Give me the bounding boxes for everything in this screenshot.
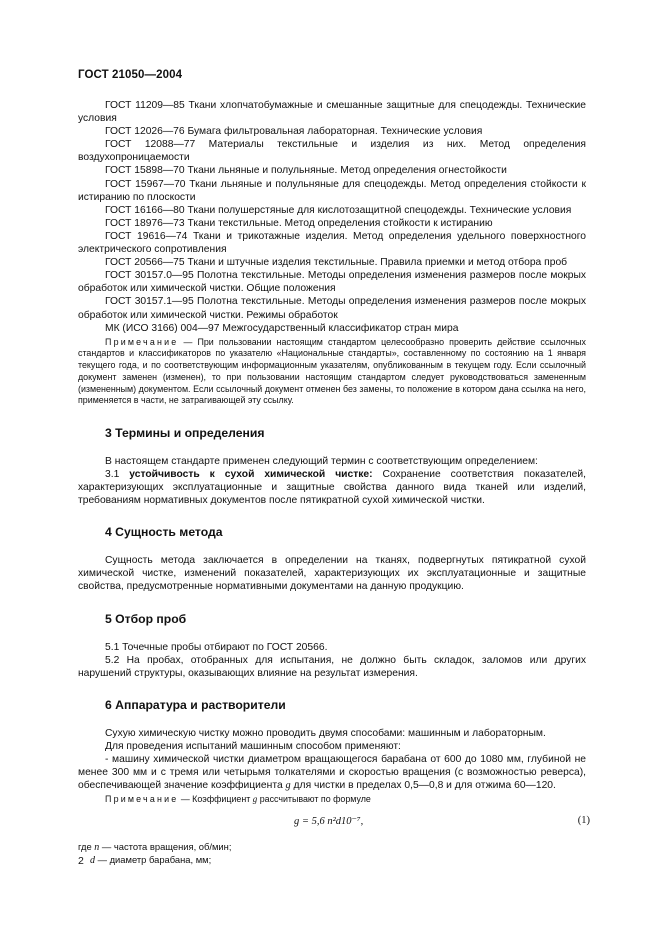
- section-6-title: 6 Аппаратура и растворители: [105, 697, 286, 712]
- term-definition: [78, 468, 586, 507]
- legend-prefix: где: [78, 841, 95, 853]
- legend-item-n: [78, 841, 586, 854]
- note-text-end: рассчитывают по формуле: [257, 794, 371, 805]
- note-label: Примечание: [105, 794, 179, 805]
- section-6-para-1: Сухую химическую чистку можно проводить двумя способами: машинным и лабораторным.: [105, 727, 546, 739]
- reference-item: ГОСТ 19616—74 Ткани и трикотажные изделия. Метод определения удельного поверхностного электрического сопротивления: [78, 230, 586, 256]
- legend-symbol: d: [90, 854, 95, 866]
- reference-item: ГОСТ 12026—76 Бумага фильтровальная лабораторная. Технические условия: [105, 126, 483, 138]
- formula-expression: g = 5,6 n²d10⁻⁷,: [294, 816, 364, 828]
- section-6-machine-item: [78, 753, 586, 792]
- legend-text: — частота вращения, об/мин;: [99, 841, 232, 853]
- reference-item: ГОСТ 11209—85 Ткани хлопчатобумажные и смешанные защитные для спецодежды. Технические условия: [78, 100, 586, 125]
- clause-5-2: 5.2 На пробах, отобранных для испытания, не должно быть складок, заломов или других нарушений структуры, оказывающих влияние на результат измерения.: [78, 654, 586, 679]
- legend-item-d: [78, 854, 586, 867]
- clause-5-1: 5.1 Точечные пробы отбирают по ГОСТ 20566.: [105, 641, 328, 653]
- note-text: — Коэффициент: [178, 794, 253, 805]
- reference-item: ГОСТ 15898—70 Ткани льняные и полульняные. Метод определения огнестойкости: [105, 165, 507, 177]
- page-number: 2: [78, 855, 84, 867]
- reference-item: ГОСТ 16166—80 Ткани полушерстяные для кислотозащитной спецодежды. Технические условия: [105, 204, 572, 216]
- section-3-title: 3 Термины и определения: [105, 425, 265, 440]
- formula-number: (1): [577, 815, 590, 827]
- references-note: [78, 337, 586, 407]
- formula-legend: [78, 841, 586, 866]
- section-4-text: Сущность метода заключается в определении на тканях, подвергнутых пятикратной сухой химической чистке, изменений показателей, характеризующих их эксплуатационные и защитные свойства, предусмотренные нормативными документами на данную продукцию.: [78, 555, 586, 593]
- term-name: устойчивость к сухой химической чистке:: [129, 469, 373, 480]
- section-3-intro: В настоящем стандарте применен следующий термин с соответствующим определением:: [105, 455, 538, 467]
- reference-item: ГОСТ 30157.1—95 Полотна текстильные. Методы определения изменения размеров после мокрых обработок или химической чистки. Режимы обработок: [78, 296, 586, 321]
- term-number: 3.1: [105, 469, 130, 480]
- legend-symbol: n: [94, 842, 100, 854]
- section-5-title: 5 Отбор проб: [105, 611, 187, 626]
- note-text: — При пользовании настоящим стандартом целесообразно проверить действие ссылочных стандартов и классификаторов по указателю «Национальные стандарты», составленному по состоянию на 1 января текущего года, и по соответствующим информационным указателям, опубликованным в текущем году. Если ссылочный документ заменен (изменен), то при пользовании настоящим стандартом следует руководствоваться замененным (измененным) документом. Если ссылочный документ отменен без замены, то положение в котором дана ссылка на него, применяется в части, не затрагивающей эту ссылку.: [78, 336, 586, 406]
- machine-item-text: - машину химической чистки диаметром вращающегося барабана от 600 до 1080 мм, глубиной не менее 300 мм и с тремя или четырьмя толкателями и скоростью вращения (с возможностью реверса), обеспечивающей значение коэффициента: [78, 754, 586, 792]
- reference-item: ГОСТ 15967—70 Ткани льняные и полульняные для спецодежды. Метод определения стойкости к истиранию по плоскости: [78, 178, 586, 203]
- reference-item: МК (ИСО 3166) 004—97 Межгосударственный классификатор стран мира: [105, 322, 459, 334]
- reference-item: ГОСТ 12088—77 Материалы текстильные и изделия из них. Метод определения воздухопроницаемости: [78, 139, 586, 164]
- reference-item: ГОСТ 18976—73 Ткани текстильные. Метод определения стойкости к истиранию: [105, 217, 493, 229]
- coefficient-symbol: g: [252, 794, 258, 805]
- machine-item-text-end: для чистки в пределах 0,5—0,8 и для отжима 60—120.: [290, 780, 556, 792]
- formula-block: [78, 813, 590, 831]
- page-content: [78, 99, 590, 866]
- section-6-para-2: Для проведения испытаний машинным способом применяют:: [105, 740, 401, 752]
- term-text: Сохранение соответствия показателей, характеризующих эксплуатационные и защитные свойства данного вида тканей или изделий, требованиям нормативных документов после пятикратной сухой химической чистки.: [78, 469, 586, 507]
- coefficient-symbol: g: [285, 780, 291, 792]
- section-4-title: 4 Сущность метода: [105, 525, 223, 540]
- normative-references-list: [78, 99, 586, 335]
- reference-item: ГОСТ 30157.0—95 Полотна текстильные. Методы определения изменения размеров после мокрых обработок или химической чистки. Общие положения: [78, 270, 586, 295]
- legend-text: — диаметр барабана, мм;: [95, 853, 212, 865]
- reference-item: ГОСТ 20566—75 Ткани и штучные изделия текстильные. Правила приемки и метод отбора проб: [105, 257, 568, 269]
- formula-note: [78, 794, 586, 806]
- page-header: ГОСТ 21050—2004: [78, 69, 183, 81]
- note-label: Примечание: [105, 336, 179, 347]
